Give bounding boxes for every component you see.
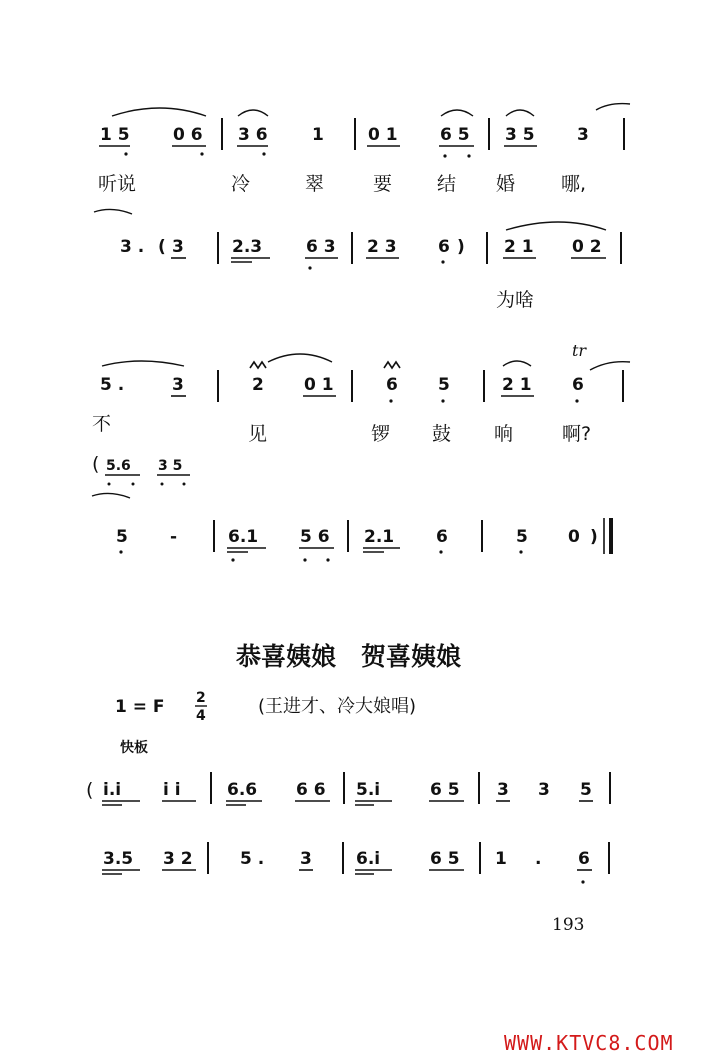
- note-group: 3 .: [120, 237, 145, 257]
- lyric: 锣: [371, 423, 391, 445]
- note-group: 3: [538, 780, 550, 800]
- note-group: 6.i: [356, 849, 381, 869]
- note-group: 2.1: [364, 527, 395, 547]
- note-group: (: [158, 237, 166, 257]
- note-group: 6 6: [296, 780, 326, 800]
- pre-paren: (: [92, 453, 100, 475]
- note-group: 6 3: [306, 237, 336, 257]
- note-group: 3: [300, 849, 312, 869]
- note-group: 2 1: [502, 375, 532, 395]
- note-group: 5: [438, 375, 450, 395]
- lyric: 啊?: [562, 423, 592, 445]
- note-group: 5 6: [300, 527, 330, 547]
- note-group: i i: [163, 780, 181, 800]
- note-group: 5 .: [100, 375, 125, 395]
- note-group: 0 6: [173, 125, 203, 145]
- lyric: 听说: [98, 173, 137, 195]
- grace-notes: 3 5: [158, 458, 183, 474]
- note-group: 3 6: [238, 125, 268, 145]
- tempo-marking: 快板: [120, 740, 148, 756]
- meter-bottom: 4: [196, 708, 206, 724]
- open-paren: (: [86, 779, 94, 801]
- note-group: .: [535, 849, 542, 869]
- lyric: 哪,: [561, 173, 587, 195]
- note-group: i.i: [103, 780, 122, 800]
- lyric: 婚: [496, 173, 516, 195]
- note-group: 3: [577, 125, 589, 145]
- lyric: 鼓: [432, 423, 452, 445]
- note-group: 0 1: [368, 125, 398, 145]
- lyric: 结: [437, 173, 457, 195]
- system-3: [92, 341, 630, 445]
- lyric: 见: [248, 423, 268, 445]
- note-group: 3 2: [163, 849, 193, 869]
- note-group: 0 2: [572, 237, 602, 257]
- note-group: ): [457, 237, 465, 257]
- note-group: 0 1: [304, 375, 334, 395]
- key-signature: 1 = F: [115, 697, 165, 717]
- song-title: 恭喜姨娘 贺喜姨娘: [236, 642, 462, 671]
- system-5: [86, 772, 610, 805]
- watermark: WWW.KTVC8.COM: [504, 1031, 674, 1055]
- note-group: 5 .: [240, 849, 265, 869]
- trill-ornament: tr: [572, 341, 587, 360]
- note-group: 5: [516, 527, 528, 547]
- note-group: 6: [578, 849, 590, 869]
- note-group: 6.6: [227, 780, 258, 800]
- note-group: 6 5: [430, 780, 460, 800]
- song-header: [115, 642, 461, 756]
- note-group: 3: [497, 780, 509, 800]
- note-group: 6.1: [228, 527, 259, 547]
- system-1: [98, 104, 630, 195]
- note-group: 6 5: [430, 849, 460, 869]
- page-number: 193: [552, 915, 585, 935]
- note-group: 6: [572, 375, 584, 395]
- note-group: 3.5: [103, 849, 134, 869]
- note-group: 3: [172, 237, 184, 257]
- note-group: ): [590, 527, 598, 547]
- note-group: 5: [116, 527, 128, 547]
- note-group: 1: [495, 849, 507, 869]
- lyric: 冷: [231, 173, 251, 195]
- note-group: 1 5: [100, 125, 130, 145]
- system-4: [92, 453, 611, 562]
- singer-credit: (王进才、冷大娘唱): [258, 696, 417, 717]
- grace-notes: 5.6: [106, 458, 131, 474]
- note-group: 6: [386, 375, 398, 395]
- note-group: 6 5: [440, 125, 470, 145]
- system-6: [102, 842, 609, 884]
- note-group: -: [170, 527, 178, 547]
- note-group: 6: [436, 527, 448, 547]
- note-group: 2: [252, 375, 264, 395]
- note-group: 0: [568, 527, 580, 547]
- note-group: 2 3: [367, 237, 397, 257]
- lyric: 响: [494, 423, 514, 445]
- lyric: 要: [373, 173, 393, 195]
- note-group: 3: [172, 375, 184, 395]
- note-group: 5.i: [356, 780, 381, 800]
- system-2: [94, 209, 621, 311]
- note-group: 1: [312, 125, 324, 145]
- meter-top: 2: [196, 690, 206, 706]
- lyric: 翠: [305, 173, 325, 195]
- note-group: 3 5: [505, 125, 535, 145]
- note-group: 2 1: [504, 237, 534, 257]
- note-group: 2.3: [232, 237, 263, 257]
- note-group: 5: [580, 780, 592, 800]
- lyric: 为啥: [496, 289, 535, 311]
- lyric: 不: [92, 413, 112, 435]
- note-group: 6: [438, 237, 450, 257]
